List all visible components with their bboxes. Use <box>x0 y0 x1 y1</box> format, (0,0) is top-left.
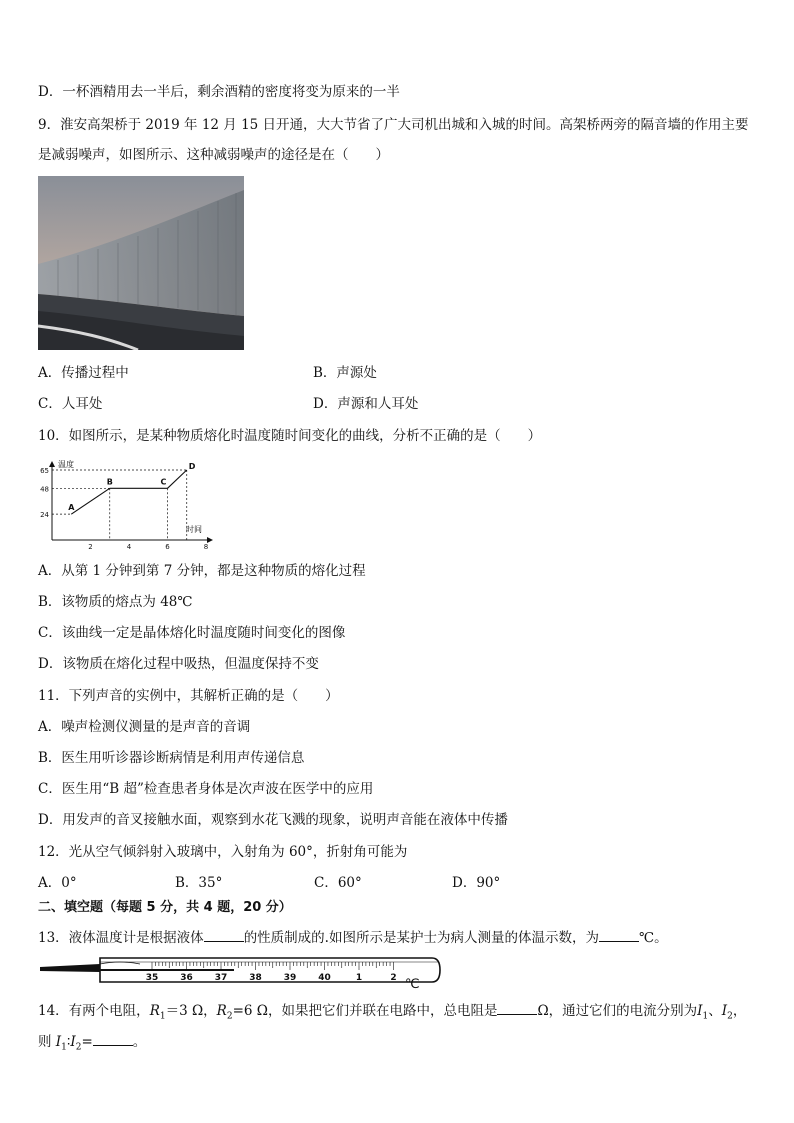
question-12-option-c[interactable]: C．60° <box>314 875 362 891</box>
question-11-stem: 11．下列声音的实例中，其解析正确的是（ ） <box>38 688 339 704</box>
question-10-option-a[interactable]: A．从第 1 分钟到第 7 分钟，都是这种物质的熔化过程 <box>38 563 366 579</box>
i1-subscript: 1 <box>702 1011 709 1022</box>
question-9-option-c[interactable]: C．人耳处 <box>38 396 103 412</box>
melting-curve-chart <box>36 460 216 552</box>
question-12-option-d[interactable]: D．90° <box>452 875 501 891</box>
question-11-option-c[interactable]: C．医生用“B 超”检查患者身体是次声波在医学中的应用 <box>38 781 374 797</box>
y-axis-arrow <box>49 461 55 467</box>
q14-text-2: Ω，通过它们的电流分别为 <box>537 1003 698 1019</box>
r1-symbol: R <box>149 1003 160 1019</box>
r1-subscript: 1 <box>159 1011 166 1022</box>
point-label-c: C <box>160 477 167 487</box>
question-10-option-d[interactable]: D．该物质在熔化过程中吸热，但温度保持不变 <box>38 656 319 672</box>
y-tick-label: 65 <box>40 467 49 475</box>
sound-barrier-photo <box>38 176 244 350</box>
question-13-stem <box>38 927 668 947</box>
thermometer-unit: ℃ <box>405 977 420 990</box>
q14-separator: 、 <box>708 1003 722 1019</box>
r1-value: ＝3 Ω， <box>165 1003 217 1019</box>
question-10-stem: 10．如图所示，是某种物质熔化时温度随时间变化的曲线，分析不正确的是（ ） <box>38 428 542 444</box>
question-11-option-a[interactable]: A．噪声检测仪测量的是声音的音调 <box>38 719 251 735</box>
x-tick-label: 2 <box>88 543 93 551</box>
curve-segment <box>71 488 110 514</box>
q14-text-3: 则 <box>38 1034 56 1050</box>
question-11-option-d[interactable]: D．用发声的音叉接触水面，观察到水花飞溅的现象，说明声音能在液体中传播 <box>38 812 508 828</box>
question-9-option-d[interactable]: D．声源和人耳处 <box>313 396 419 412</box>
ratio-i2-symbol: I <box>70 1034 76 1050</box>
r2-symbol: R <box>216 1003 227 1019</box>
question-9-stem-line2: 是减弱噪声，如图所示、这种减弱噪声的途径是在（ ） <box>38 147 389 163</box>
point-label-d: D <box>188 462 196 471</box>
thermometer-scale-label: 37 <box>214 973 228 983</box>
y-axis-label: 温度 <box>58 460 74 469</box>
q13-text-2: 的性质制成的.如图所示是某护士为病人测量的体温示数，为 <box>243 930 599 946</box>
point-label-a: A <box>68 503 75 513</box>
ratio-equals: = <box>81 1034 93 1050</box>
section-fill-in-heading: 二、填空题（每题 5 分，共 4 题，20 分） <box>38 900 292 915</box>
q13-text-1: 13．液体温度计是根据液体 <box>38 930 204 946</box>
thermometer-scale-label: 2 <box>390 973 397 983</box>
q13-text-3: ℃。 <box>638 930 668 946</box>
q14-period: 。 <box>132 1034 147 1050</box>
question-10-option-b[interactable]: B．该物质的熔点为 48℃ <box>38 594 193 610</box>
thermometer-scale-label: 40 <box>318 973 331 983</box>
x-tick-label: 8 <box>203 543 209 551</box>
ratio-colon: ∶ <box>66 1034 71 1050</box>
question-9-option-b[interactable]: B．声源处 <box>313 365 377 381</box>
q14-blank-1[interactable] <box>497 1000 537 1015</box>
question-9-stem-line1: 9．淮安高架桥于 2019 年 12 月 15 日开通，大大节省了广大司机出城和入城的时间。高架桥两旁的隔音墙的作用主要 <box>38 117 749 133</box>
thermometer-scale-label: 38 <box>249 973 262 983</box>
question-11-option-b[interactable]: B．医生用听诊器诊断病情是利用声传递信息 <box>38 750 305 766</box>
q14-text-1: 14．有两个电阻， <box>38 1003 150 1019</box>
ratio-i1-subscript: 1 <box>61 1042 67 1053</box>
x-tick-label: 6 <box>165 543 170 551</box>
q14-blank-2[interactable] <box>93 1031 133 1046</box>
question-12-stem: 12．光从空气倾斜射入玻璃中，入射角为 60°，折射角可能为 <box>38 844 408 860</box>
thermometer-scale-label: 36 <box>180 973 193 983</box>
question-9-option-a[interactable]: A．传播过程中 <box>38 365 129 381</box>
thermometer-scale-label: 35 <box>145 973 159 983</box>
y-tick-label: 48 <box>40 485 49 494</box>
thermometer-scale-label: 39 <box>283 973 297 983</box>
question-10-option-c[interactable]: C．该曲线一定是晶体熔化时温度随时间变化的图像 <box>38 625 346 641</box>
q14-comma: ， <box>732 1003 747 1019</box>
question-8-option-d: D．一杯酒精用去一半后，剩余酒精的密度将变为原来的一半 <box>38 84 400 100</box>
question-12-option-a[interactable]: A．0° <box>38 875 77 891</box>
clinical-thermometer <box>40 950 442 990</box>
curve-segment <box>168 470 187 488</box>
x-axis-label: 时间 <box>186 525 202 534</box>
ratio-i2-subscript: 2 <box>75 1042 82 1053</box>
question-14-line2 <box>38 1031 146 1057</box>
i2-subscript: 2 <box>727 1011 733 1022</box>
thermometer-scale-label: 1 <box>355 973 363 983</box>
q13-blank-2[interactable] <box>599 927 639 942</box>
i1-symbol: I <box>697 1003 703 1019</box>
x-tick-label: 4 <box>126 543 132 551</box>
question-12-option-b[interactable]: B．35° <box>175 875 223 891</box>
r2-subscript: 2 <box>226 1011 233 1022</box>
i2-symbol: I <box>721 1003 728 1019</box>
ratio-i1-symbol: I <box>55 1034 62 1050</box>
point-label-b: B <box>106 477 113 487</box>
question-14-line1 <box>38 1000 746 1026</box>
y-tick-label: 24 <box>40 511 49 520</box>
q13-blank-1[interactable] <box>204 927 244 942</box>
r2-value: =6 Ω，如果把它们并联在电路中，总电阻是 <box>232 1003 498 1019</box>
